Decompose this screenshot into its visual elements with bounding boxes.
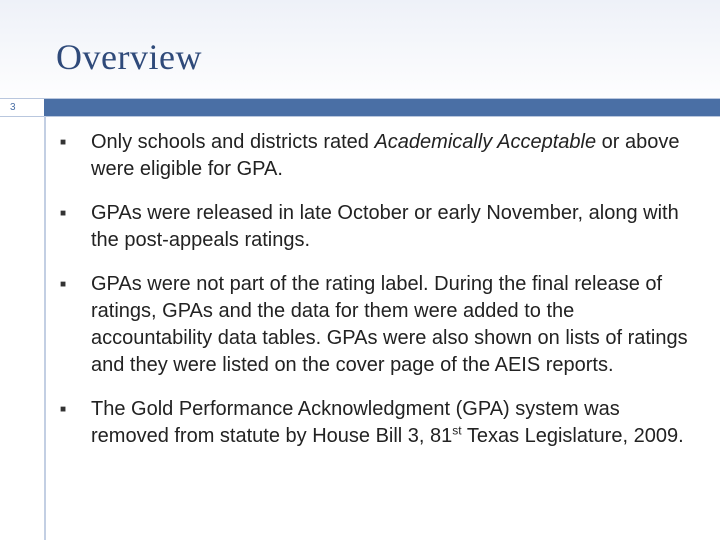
bullet-text-1-start: Only schools and districts rated (91, 131, 375, 153)
bullet-item-1 (60, 129, 700, 183)
header-rule (0, 98, 720, 117)
bullet-text-1-emphasis: Academically Acceptable (374, 131, 597, 153)
slide-title: Overview (56, 37, 202, 77)
bullet-text-3: GPAs were not part of the rating label. During the final release of ratings, GPAs and the data for them were added to the accountability data tables. GPAs were also shown on lists of ratings and they were listed on the cover page of the AEIS reports. (91, 273, 688, 376)
bullet-text-4-start: The Gold Performance Acknowledgment (GPA) system was removed from statute by House Bill 3, 81 (91, 398, 620, 447)
square-bullet-icon (60, 276, 72, 290)
bullet-item-3 (60, 271, 700, 379)
header-rule-fill (44, 99, 720, 116)
square-bullet-icon (60, 134, 72, 148)
bullet-text-4-end: Texas Legislature, 2009. (461, 425, 684, 447)
bullet-list (60, 129, 700, 467)
square-bullet-icon (60, 401, 72, 415)
bullet-item-2 (60, 200, 700, 254)
slide-number: 3 (10, 102, 16, 113)
bullet-item-4 (60, 396, 700, 450)
square-bullet-icon (60, 205, 72, 219)
bullet-text-2: GPAs were released in late October or early November, along with the post-appeals ratings. (91, 202, 679, 251)
bullet-text-1-end: or above were eligible for GPA. (91, 131, 680, 180)
ordinal-suffix: st (452, 423, 462, 438)
left-divider (44, 116, 46, 540)
